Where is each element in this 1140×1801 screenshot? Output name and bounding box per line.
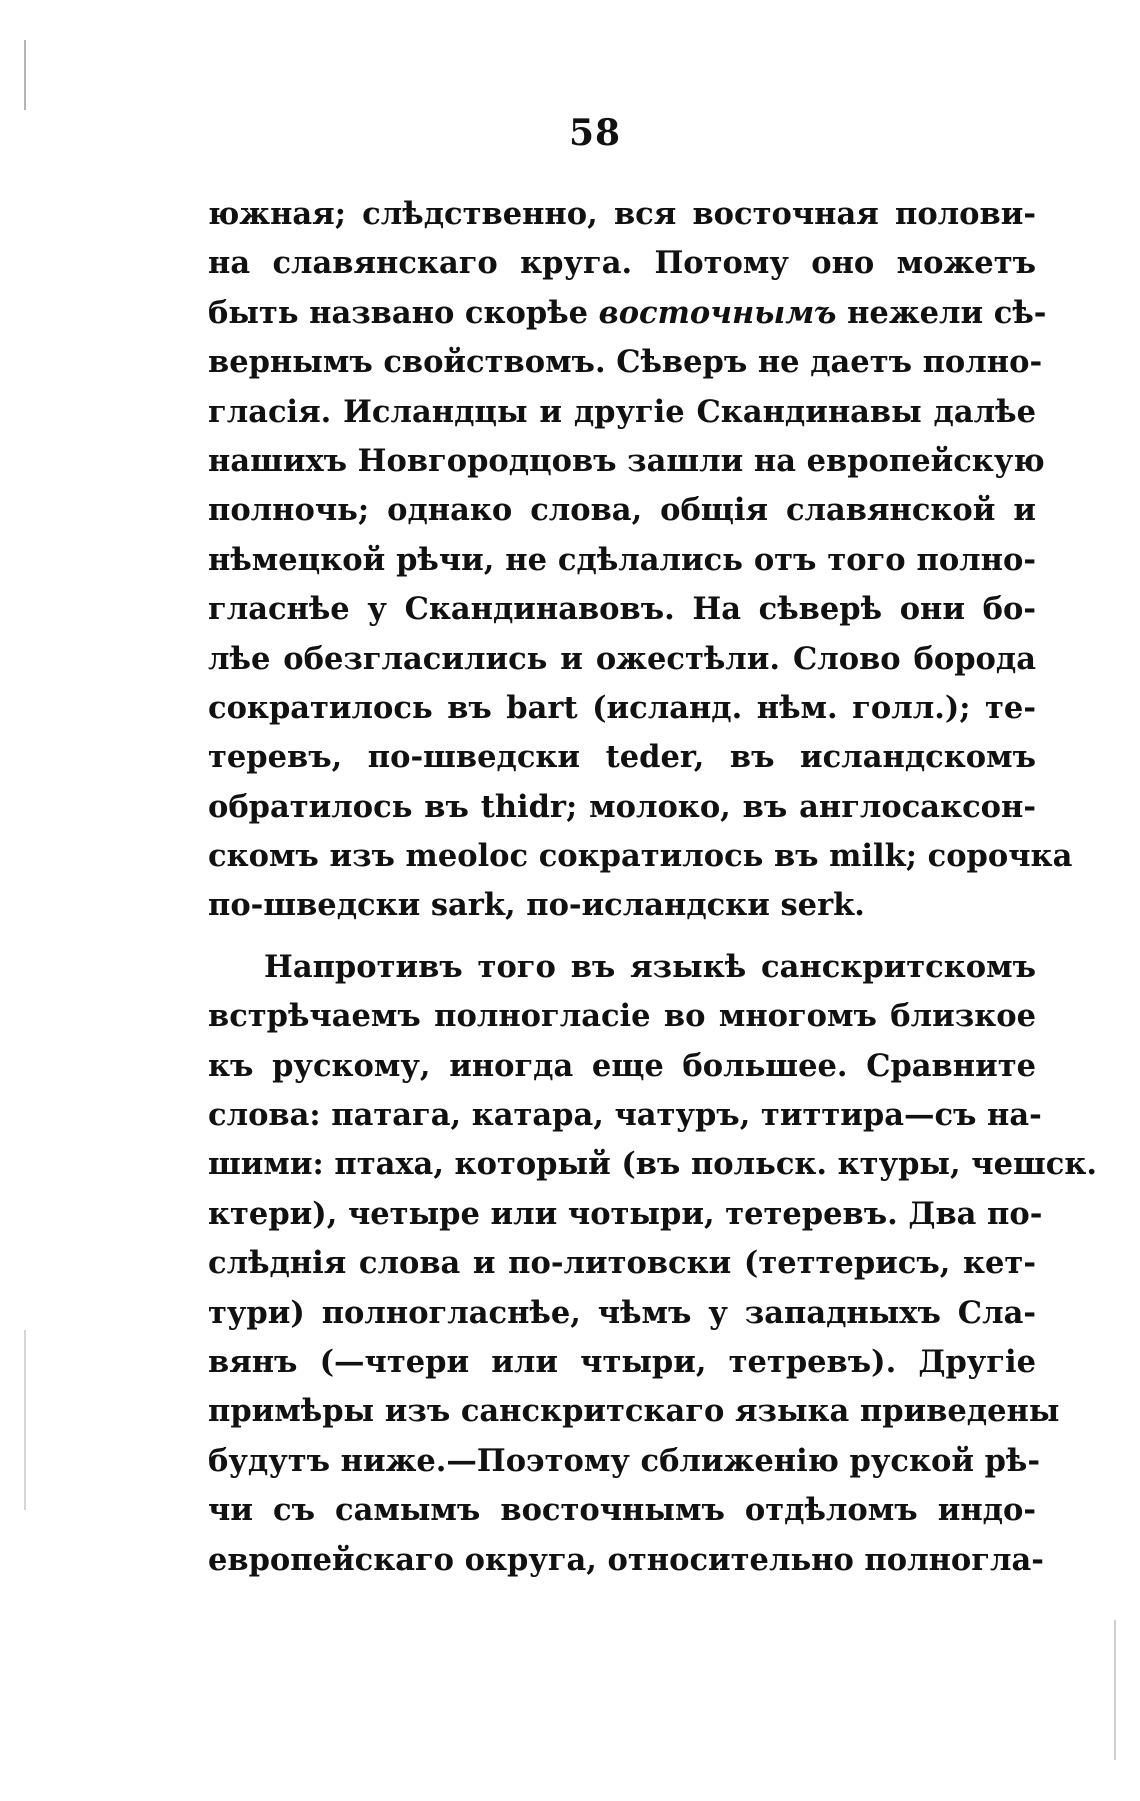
text-line: лѣе обезгласились и ожестѣли. Слово борода <box>208 640 1036 677</box>
text-line: южная; слѣдственно, вся восточная полови- <box>208 196 1036 232</box>
text-line: гласія. Исландцы и другіе Скандинавы далѣе <box>208 393 1036 430</box>
text-line: нѣмецкой рѣчи, не сдѣлались отъ того полно- <box>208 541 1036 578</box>
text-line: встрѣчаемъ полногласіе во многомъ близкое <box>208 998 1036 1035</box>
text-line: скомъ изъ meoloc сократилось въ milk; сорочка <box>208 838 1073 875</box>
text-line: вянъ (—чтери или чтыри, тетревъ). Другіе <box>208 1343 1036 1380</box>
text-line: нашихъ Новгородцовъ зашли на европейскую <box>208 442 1045 479</box>
text-line: чи съ самымъ восточнымъ отдѣломъ индо- <box>208 1492 1036 1529</box>
text-line: шими: птаха, который (въ польск. ктуры, чешск. <box>208 1146 1097 1183</box>
text-line: слѣднія слова и по-литовски (теттерисъ, кет- <box>208 1245 1036 1282</box>
text-line: примѣры изъ санскритскаго языка приведены <box>208 1393 1060 1430</box>
text-line: по-шведски sark, по-исландски serk. <box>208 887 865 924</box>
emphasized-word: восточнымъ <box>598 294 837 331</box>
page-number: 58 <box>568 112 622 154</box>
text-line-with-emphasis: быть названо скорѣе восточнымъ нежели сѣ- <box>208 294 1047 331</box>
text-line: ктери), четыре или чотыри, тетеревъ. Два по- <box>208 1195 1043 1232</box>
text-line: слова: патага, катара, чатуръ, титтира—съ на- <box>208 1097 1042 1134</box>
text-line: полночь; однако слова, общія славянской и <box>208 492 1036 529</box>
text-line: теревъ, по-шведски teder, въ исландскомъ <box>208 739 1036 776</box>
text-line: обратилось въ thidr; молоко, въ англосаксон- <box>208 788 1036 825</box>
scan-edge-mark-top <box>24 40 26 110</box>
text-line: европейскаго округа, относительно полногла- <box>208 1541 1044 1578</box>
text-line: будутъ ниже.—Поэтому сближенію руской рѣ- <box>208 1442 1041 1479</box>
text-line: гласнѣе у Скандинавовъ. На сѣверѣ они бо- <box>208 591 1036 628</box>
scan-edge-mark-left <box>24 1330 26 1510</box>
text-line: къ рускому, иногда еще большее. Сравните <box>208 1047 1036 1084</box>
text-line: Напротивъ того въ языкѣ санскритскомъ <box>264 948 1036 985</box>
body-text <box>208 190 1097 1585</box>
text-line: тури) полногласнѣе, чѣмъ у западныхъ Сла- <box>208 1294 1036 1331</box>
text-line: сократилось въ bart (исланд. нѣм. голл.); те- <box>208 689 1036 726</box>
paragraph-gap <box>208 931 1036 943</box>
scan-edge-mark-right <box>1114 1620 1116 1760</box>
text-line: вернымъ свойствомъ. Сѣверъ не даетъ полно- <box>208 344 1043 381</box>
text-line: на славянскаго круга. Потому оно можетъ <box>208 245 1036 282</box>
